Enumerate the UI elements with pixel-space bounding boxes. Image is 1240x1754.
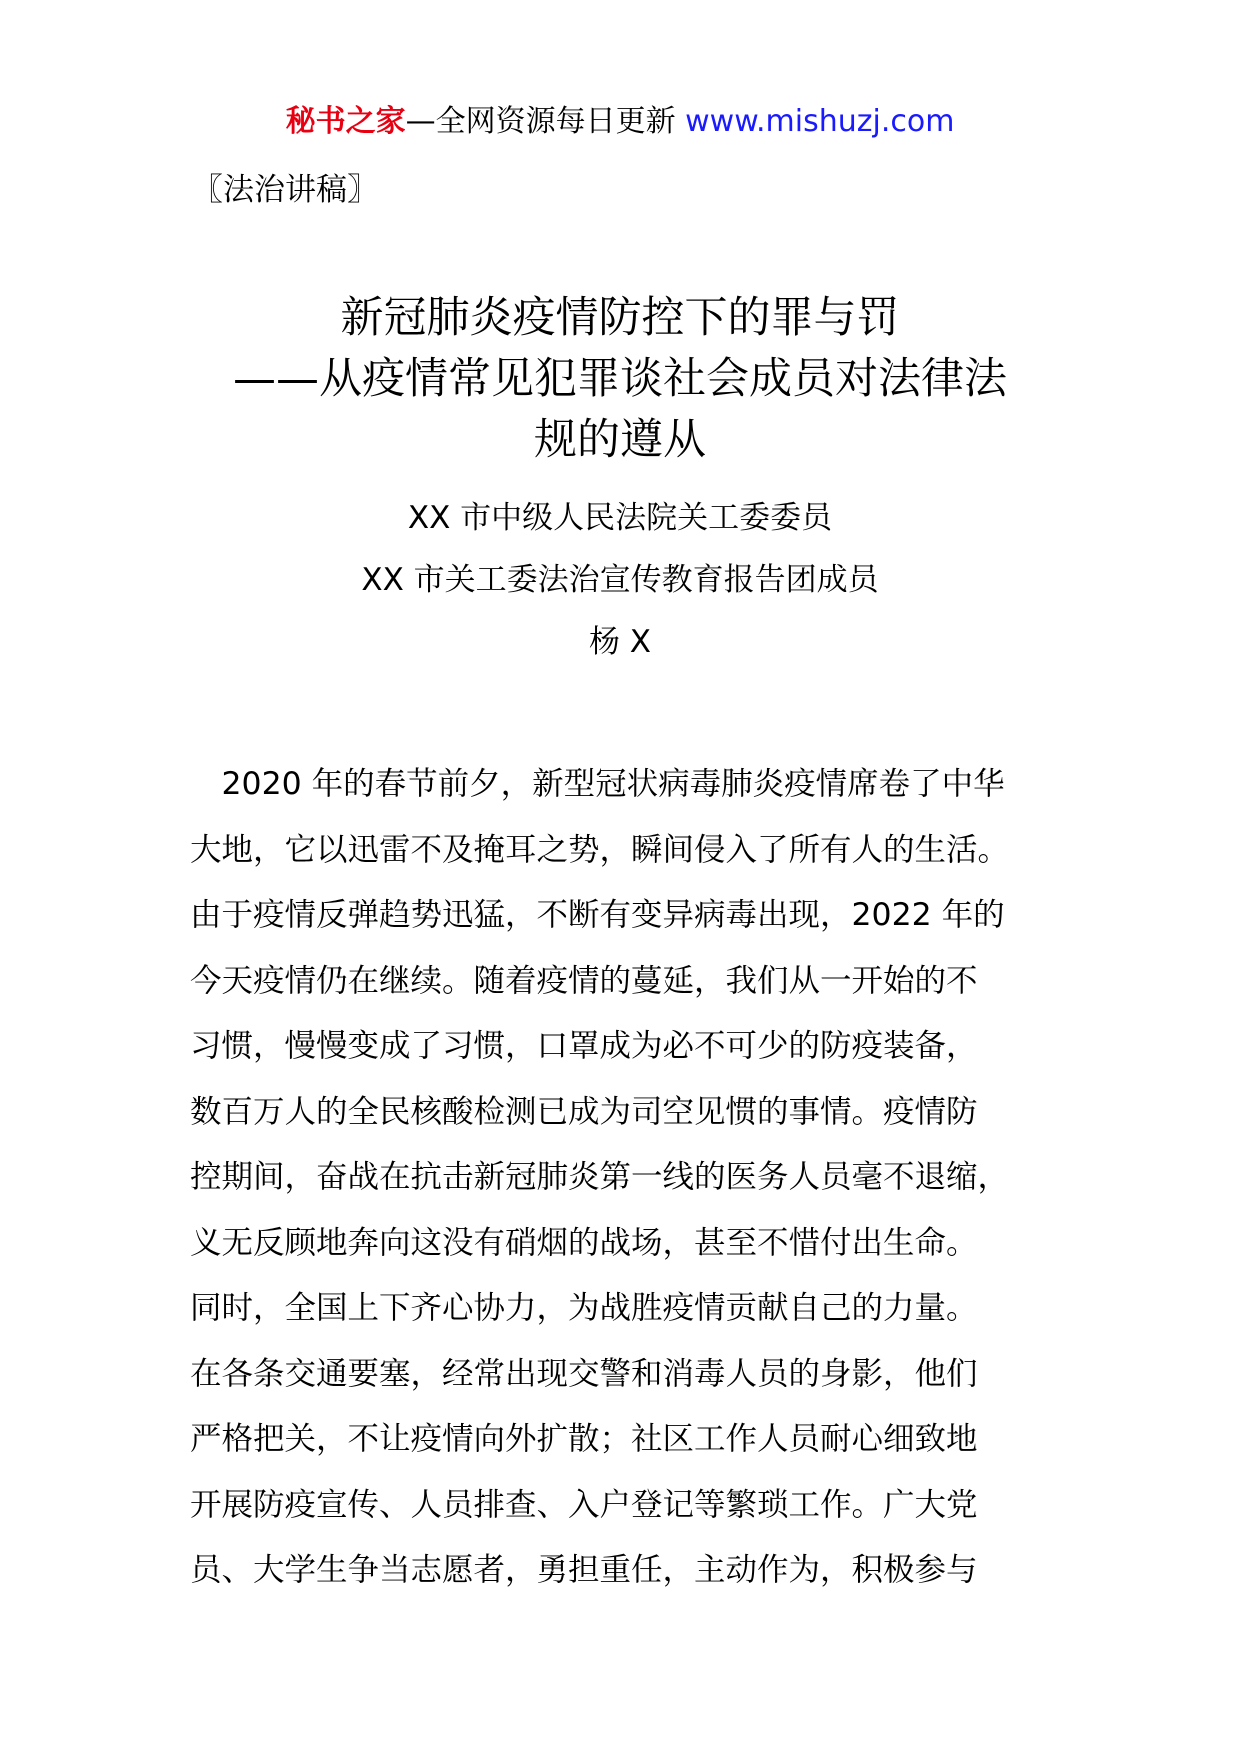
site-header [0, 100, 1240, 144]
body-line: 今天疫情仍在继续。随着疫情的蔓延，我们从一开始的不 [190, 962, 978, 999]
body-line: 2020 年的春节前夕，新型冠状病毒肺炎疫情席卷了中华 [190, 766, 1005, 802]
category-tag: 〖法治讲稿〗 [192, 172, 378, 208]
body-line: 开展防疫宣传、人员排查、入户登记等繁琐工作。广大党 [190, 1486, 978, 1523]
body-line: 严格把关，不让疫情向外扩散；社区工作人员耐心细致地 [190, 1421, 978, 1457]
body-line: 同时，全国上下齐心协力，为战胜疫情贡献自己的力量。 [190, 1290, 978, 1326]
title-line-1: 新冠肺炎疫情防控下的罪与罚 [340, 293, 900, 343]
body-line: 在各条交通要塞，经常出现交警和消毒人员的身影，他们 [190, 1355, 978, 1392]
title-line-2: ——从疫情常见犯罪谈社会成员对法律法 [233, 354, 1007, 404]
body-line: 由于疫情反弹趋势迅猛，不断有变异病毒出现，2022 年的 [190, 897, 1005, 933]
body-line: 控期间，奋战在抗击新冠肺炎第一线的医务人员毫不退缩， [190, 1159, 1010, 1195]
body-line: 习惯，慢慢变成了习惯，口罩成为必不可少的防疫装备， [190, 1028, 978, 1064]
body-line: 义无反顾地奔向这没有硝烟的战场，甚至不惜付出生命。 [190, 1224, 978, 1261]
document-title [190, 288, 1050, 471]
site-url-link[interactable]: www.mishuzj.com [685, 104, 955, 139]
body-line: 大地，它以迅雷不及掩耳之势，瞬间侵入了所有人的生活。 [190, 831, 1010, 868]
body-paragraph [190, 752, 1060, 1604]
body-line: 员、大学生争当志愿者，勇担重任，主动作为，积极参与 [190, 1552, 978, 1588]
body-line: 数百万人的全民核酸检测已成为司空见惯的事情。疫情防 [190, 1093, 978, 1130]
header-slogan: —全网资源每日更新 [405, 104, 676, 139]
title-line-3: 规的遵从 [534, 415, 706, 465]
brand-name: 秘书之家 [285, 104, 406, 139]
author-affiliation-1: XX 市中级人民法院关工委委员 [407, 500, 833, 536]
author-name: 杨 X [588, 624, 652, 660]
author-affiliation-2: XX 市关工委法治宣传教育报告团成员 [361, 562, 879, 598]
